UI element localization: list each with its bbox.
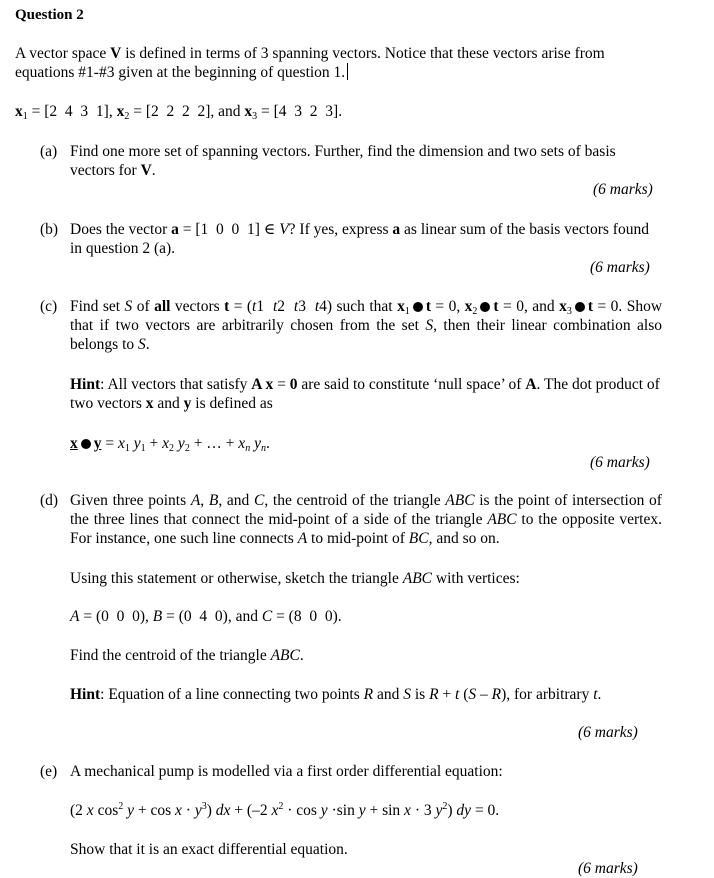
- part-e-text: A mechanical pump is modelled via a first order differential equation:: [70, 763, 503, 780]
- intro-paragraph: A vector space V is defined in terms of 3 spanning vectors. Notice that these vectors arise from equations #1-#3 given at the beginning of question 1.: [15, 45, 605, 81]
- dot-product-formula: x $y = x_1$ $y_1 + x_2$ $y_2$ + … + $x_n$ $y_n$.: [70, 435, 270, 454]
- part-d-sketch: Using this statement or otherwise, sketch the triangle ABC with vertices:: [70, 570, 520, 587]
- part-b-text: Does the vector a = [1 0 0 1] ∈ V? If yes, express a as linear sum of the basis vectors found in question 2 (a).: [70, 221, 649, 257]
- part-d-hint: Hint: Equation of a line connecting two points R and S is R + t (S – R), for arbitrary t.: [70, 686, 602, 703]
- part-e: [40, 762, 662, 781]
- spanning-vectors: $x_1 = [2$ 4 3 1], $x_2 = [2$ 2 2 2], and $x_3 = [4$ 3 2 3].: [15, 103, 343, 122]
- part-d-points: A = (0 0 0), B = (0 4 0), and C = (8 0 0).: [70, 608, 342, 625]
- dot-product-icon: [413, 302, 423, 312]
- part-e-equation: (2 x $\cos^2 y + \cos x \cdot y^3$) dx + (–2 $x^2 \cdot \cos y \cdot\sin$ y + sin x · 3 $y^2$) dy = 0.: [70, 801, 500, 819]
- part-e-marks: (6 marks): [578, 860, 638, 877]
- part-b-label: (b): [40, 221, 59, 238]
- part-a-label: (a): [40, 143, 58, 160]
- part-b-marks: (6 marks): [590, 259, 650, 276]
- part-a-marks: (6 marks): [593, 181, 653, 198]
- question-title: Question 2: [15, 7, 84, 23]
- part-e-show: Show that it is an exact differential equation.: [70, 841, 348, 858]
- part-b: [40, 220, 662, 258]
- part-a: [40, 142, 662, 180]
- part-c-label: (c): [40, 298, 58, 315]
- text-cursor: [347, 63, 348, 80]
- part-d: [40, 491, 662, 548]
- part-d-marks: (6 marks): [578, 724, 638, 741]
- part-d-find: Find the centroid of the triangle ABC.: [70, 647, 304, 664]
- part-c-hint: Hint: All vectors that satisfy A x = 0 are said to constitute ‘null space’ of A. The dot product of two vectors x and y is defined as: [70, 376, 660, 412]
- part-c: [40, 297, 662, 354]
- dot-product-icon: [81, 439, 91, 449]
- part-a-text: Find one more set of spanning vectors. Further, find the dimension and two sets of basis vectors for V.: [70, 143, 616, 179]
- part-d-text: Given three points A, B, and C, the centroid of the triangle ABC is the point of intersection of the three lines that connect the mid-point of a side of the triangle ABC to the opposite vertex. For instance, one such line connects A to mid-point of BC, and so on.: [70, 492, 662, 547]
- part-e-label: (e): [40, 763, 58, 780]
- dot-product-icon: [480, 302, 490, 312]
- part-c-text: Find set S of all vectors t = (t1 t2 t3 t4) such that $x_1$ t = 0, $x_2$ t = 0, and $x_3$ t = 0. Show that if two vectors are arbitrarily chosen from the set S, then their linear combination also belongs to S.: [70, 298, 663, 353]
- dot-product-icon: [575, 302, 585, 312]
- part-c-marks: (6 marks): [590, 454, 650, 471]
- part-d-label: (d): [40, 492, 59, 509]
